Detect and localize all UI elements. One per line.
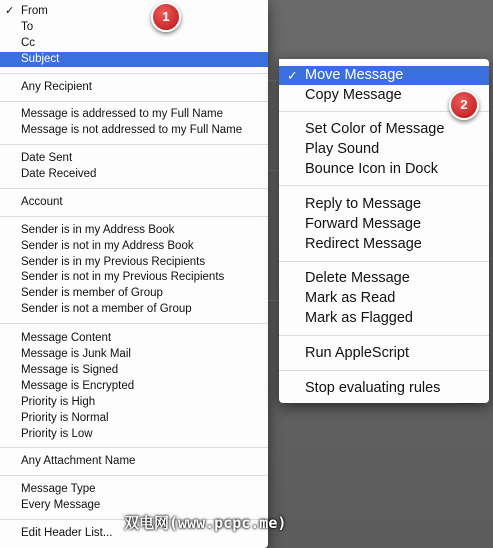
menu-item-to[interactable] — [0, 20, 268, 35]
menu-item-label: Sender is not in my Previous Recipients — [21, 271, 225, 283]
menu-item-label: Forward Message — [305, 216, 422, 232]
menu-item-date-received[interactable] — [0, 167, 268, 182]
menu-item-date-sent[interactable] — [0, 151, 268, 166]
menu-item-sender-not-in-previous-recipients[interactable] — [0, 270, 268, 285]
menu-item-label: Edit Header List... — [21, 527, 113, 539]
menu-item-label: Stop evaluating rules — [305, 380, 441, 396]
menu-item-label: Cc — [21, 37, 36, 49]
menu-separator — [0, 323, 268, 324]
menu-item-label: Run AppleScript — [305, 345, 409, 361]
menu-item-run-applescript[interactable] — [279, 344, 489, 363]
menu-separator — [0, 188, 268, 189]
menu-item-label: Priority is Normal — [21, 412, 109, 424]
menu-item-subject[interactable] — [0, 52, 268, 67]
menu-item-forward[interactable] — [279, 215, 489, 234]
menu-item-label: Message is addressed to my Full Name — [21, 108, 223, 120]
menu-item-label: From — [21, 5, 48, 17]
menu-item-move-message[interactable] — [279, 66, 489, 85]
menu-item-label: Bounce Icon in Dock — [305, 161, 438, 177]
menu-item-sender-member-of-group[interactable] — [0, 286, 268, 301]
menu-item-priority-high[interactable] — [0, 395, 268, 410]
menu-item-label: Play Sound — [305, 141, 380, 157]
watermark-text: 双电网(www.pcpc.me) — [124, 514, 287, 532]
menu-item-label: Message is Junk Mail — [21, 348, 131, 360]
menu-separator — [279, 335, 489, 336]
menu-separator — [279, 370, 489, 371]
menu-item-label: Sender is not in my Address Book — [21, 240, 194, 252]
menu-item-every-message[interactable] — [0, 498, 268, 513]
menu-item-any-recipient[interactable] — [0, 80, 268, 95]
menu-item-redirect[interactable] — [279, 235, 489, 254]
menu-item-label: To — [21, 21, 34, 33]
menu-item-account[interactable] — [0, 195, 268, 210]
menu-item-any-attachment-name[interactable] — [0, 454, 268, 469]
menu-item-label: Message Content — [21, 332, 112, 344]
menu-separator — [0, 101, 268, 102]
menu-item-label: Copy Message — [305, 87, 402, 103]
menu-item-label: Any Recipient — [21, 81, 92, 93]
menu-separator — [0, 447, 268, 448]
menu-item-encrypted[interactable] — [0, 379, 268, 394]
menu-item-mark-flagged[interactable] — [279, 309, 489, 328]
menu-item-sender-not-in-address-book[interactable] — [0, 239, 268, 254]
menu-item-label: Date Received — [21, 168, 97, 180]
menu-item-reply[interactable] — [279, 195, 489, 214]
menu-item-label: Message Type — [21, 483, 96, 495]
menu-item-label: Sender is in my Address Book — [21, 224, 175, 236]
menu-item-priority-low[interactable] — [0, 427, 268, 442]
menu-item-label: Sender is not a member of Group — [21, 303, 192, 315]
menu-item-label: Mark as Flagged — [305, 310, 413, 326]
menu-item-label: Date Sent — [21, 152, 73, 164]
menu-item-label: Every Message — [21, 499, 101, 511]
menu-item-sender-in-previous-recipients[interactable] — [0, 255, 268, 270]
menu-item-sender-in-address-book[interactable] — [0, 223, 268, 238]
menu-item-label: Sender is member of Group — [21, 287, 163, 299]
menu-item-label: Message is Signed — [21, 364, 119, 376]
menu-item-play-sound[interactable] — [279, 140, 489, 159]
menu-item-from[interactable] — [0, 4, 268, 19]
menu-item-label: Set Color of Message — [305, 121, 445, 137]
callout-badge-1: 1 — [151, 2, 181, 32]
menu-separator — [0, 475, 268, 476]
callout-badge-2: 2 — [449, 90, 479, 120]
menu-item-mark-read[interactable] — [279, 289, 489, 308]
menu-item-sender-not-member-of-group[interactable] — [0, 302, 268, 317]
menu-separator — [0, 73, 268, 74]
menu-item-addressed-full-name[interactable] — [0, 107, 268, 122]
menu-item-label: Delete Message — [305, 270, 410, 286]
menu-item-stop-evaluating[interactable] — [279, 379, 489, 398]
menu-item-priority-normal[interactable] — [0, 411, 268, 426]
menu-item-label: Message is Encrypted — [21, 380, 135, 392]
menu-item-signed[interactable] — [0, 363, 268, 378]
menu-separator — [279, 185, 489, 186]
menu-item-label: Message is not addressed to my Full Name — [21, 124, 243, 136]
menu-item-delete[interactable] — [279, 269, 489, 288]
menu-separator — [0, 216, 268, 217]
menu-separator — [279, 261, 489, 262]
menu-item-label: Redirect Message — [305, 236, 422, 252]
menu-item-label: Mark as Read — [305, 290, 396, 306]
menu-item-label: Move Message — [305, 67, 404, 83]
menu-item-message-type[interactable] — [0, 482, 268, 497]
menu-item-not-addressed-full-name[interactable] — [0, 123, 268, 138]
menu-item-junk-mail[interactable] — [0, 347, 268, 362]
checkmark-icon: ✓ — [5, 5, 15, 17]
menu-item-message-content[interactable] — [0, 331, 268, 346]
menu-item-bounce-icon[interactable] — [279, 160, 489, 179]
menu-item-label: Account — [21, 196, 63, 208]
menu-item-label: Subject — [21, 53, 60, 65]
menu-item-label: Sender is in my Previous Recipients — [21, 256, 206, 268]
menu-item-label: Reply to Message — [305, 196, 422, 212]
menu-item-label: Any Attachment Name — [21, 455, 136, 467]
menu-item-label: Priority is High — [21, 396, 96, 408]
checkmark-icon: ✓ — [287, 68, 298, 83]
menu-separator — [0, 144, 268, 145]
menu-item-cc[interactable] — [0, 36, 268, 51]
menu-item-set-color[interactable] — [279, 120, 489, 139]
menu-item-label: Priority is Low — [21, 428, 93, 440]
